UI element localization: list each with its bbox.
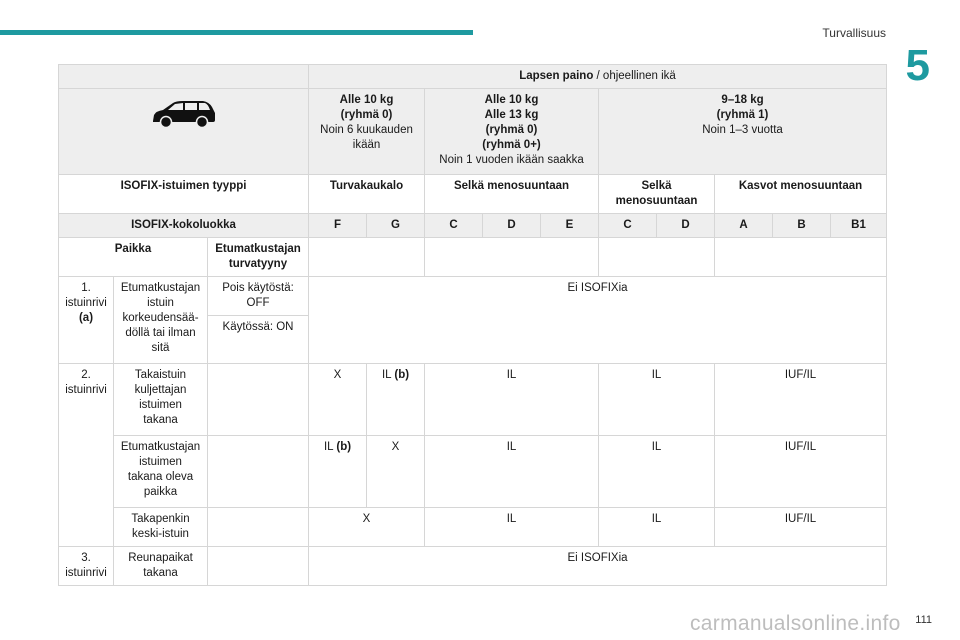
class-f: F (309, 214, 367, 238)
class-b1: B1 (831, 214, 887, 238)
row1-value: Ei ISOFIXia (309, 277, 887, 364)
row2-seat2: Etumatkustajan istuimen takana oleva paikka (114, 436, 208, 508)
class-row: ISOFIX-kokoluokka F G C D E C D A B B1 (59, 214, 887, 238)
isofix-table (58, 64, 887, 586)
group-row (59, 89, 887, 175)
airbag-header: Etumatkustajan turvatyyny (208, 238, 309, 277)
row2-seat3: Takapenkin keski-istuin (114, 508, 208, 547)
row2-sub2: Etumatkustajan istuimen takana oleva paikka IL (b) X IL IL IUF/IL (59, 436, 887, 508)
section-title: Turvallisuus (822, 26, 886, 40)
weight-header-row (59, 65, 887, 89)
weight-header: Lapsen paino / ohjeellinen ikä (309, 65, 887, 89)
row3-label: 3. istuinrivi (59, 547, 114, 586)
group-1: 9–18 kg (ryhmä 1) Noin 1–3 vuotta (599, 89, 887, 175)
class-e: E (541, 214, 599, 238)
row1-off (59, 277, 887, 316)
row3 (59, 547, 887, 586)
group-0plus: Alle 10 kg Alle 13 kg (ryhmä 0) (ryhmä 0+) Noin 1 vuoden ikään saakka (425, 89, 599, 175)
header-accent-bar (0, 30, 473, 35)
place-row: Paikka Etumatkustajan turvatyyny (59, 238, 887, 277)
row2-sub3: Takapenkin keski-istuin X IL IL IUF/IL (59, 508, 887, 547)
class-d2: D (657, 214, 715, 238)
car-cell (59, 89, 309, 175)
class-b: B (773, 214, 831, 238)
type-row: ISOFIX-istuimen tyyppi Turvakaukalo Selkä menosuuntaan Selkä menosuuntaan Kasvot menosuuntaan (59, 175, 887, 214)
watermark: carmanualsonline.info (690, 612, 901, 635)
class-g: G (367, 214, 425, 238)
class-d: D (483, 214, 541, 238)
car-suv-icon (151, 99, 217, 134)
chapter-number: 5 (905, 41, 930, 90)
row3-seat: Reunapaikat takana (114, 547, 208, 586)
row1-label: 1. istuinrivi (a) (59, 277, 114, 364)
row2-sub1: 2. istuinrivi Takaistuin kuljettajan istuimen takana X IL (b) IL IL IUF/IL (59, 364, 887, 436)
row2-label: 2. istuinrivi (59, 364, 114, 547)
airbag-on: Käytössä: ON (208, 316, 309, 364)
class-c2: C (599, 214, 657, 238)
page-number: 111 (915, 614, 932, 626)
airbag-off: Pois käytöstä: OFF (208, 277, 309, 316)
class-a: A (715, 214, 773, 238)
class-c: C (425, 214, 483, 238)
type-rear-facing: Selkä menosuuntaan (599, 175, 715, 214)
group-0: Alle 10 kg (ryhmä 0) Noin 6 kuukauden ikään (309, 89, 425, 175)
row3-value: Ei ISOFIXia (309, 547, 887, 586)
row2-sub2-f: IL (b) (309, 436, 367, 508)
row2-seat1: Takaistuin kuljettajan istuimen takana (114, 364, 208, 436)
row1-seat: Etumatkustajan istuin korkeudensää- döllä tai ilman sitä (114, 277, 208, 364)
row2-sub1-g: IL (b) (367, 364, 425, 436)
